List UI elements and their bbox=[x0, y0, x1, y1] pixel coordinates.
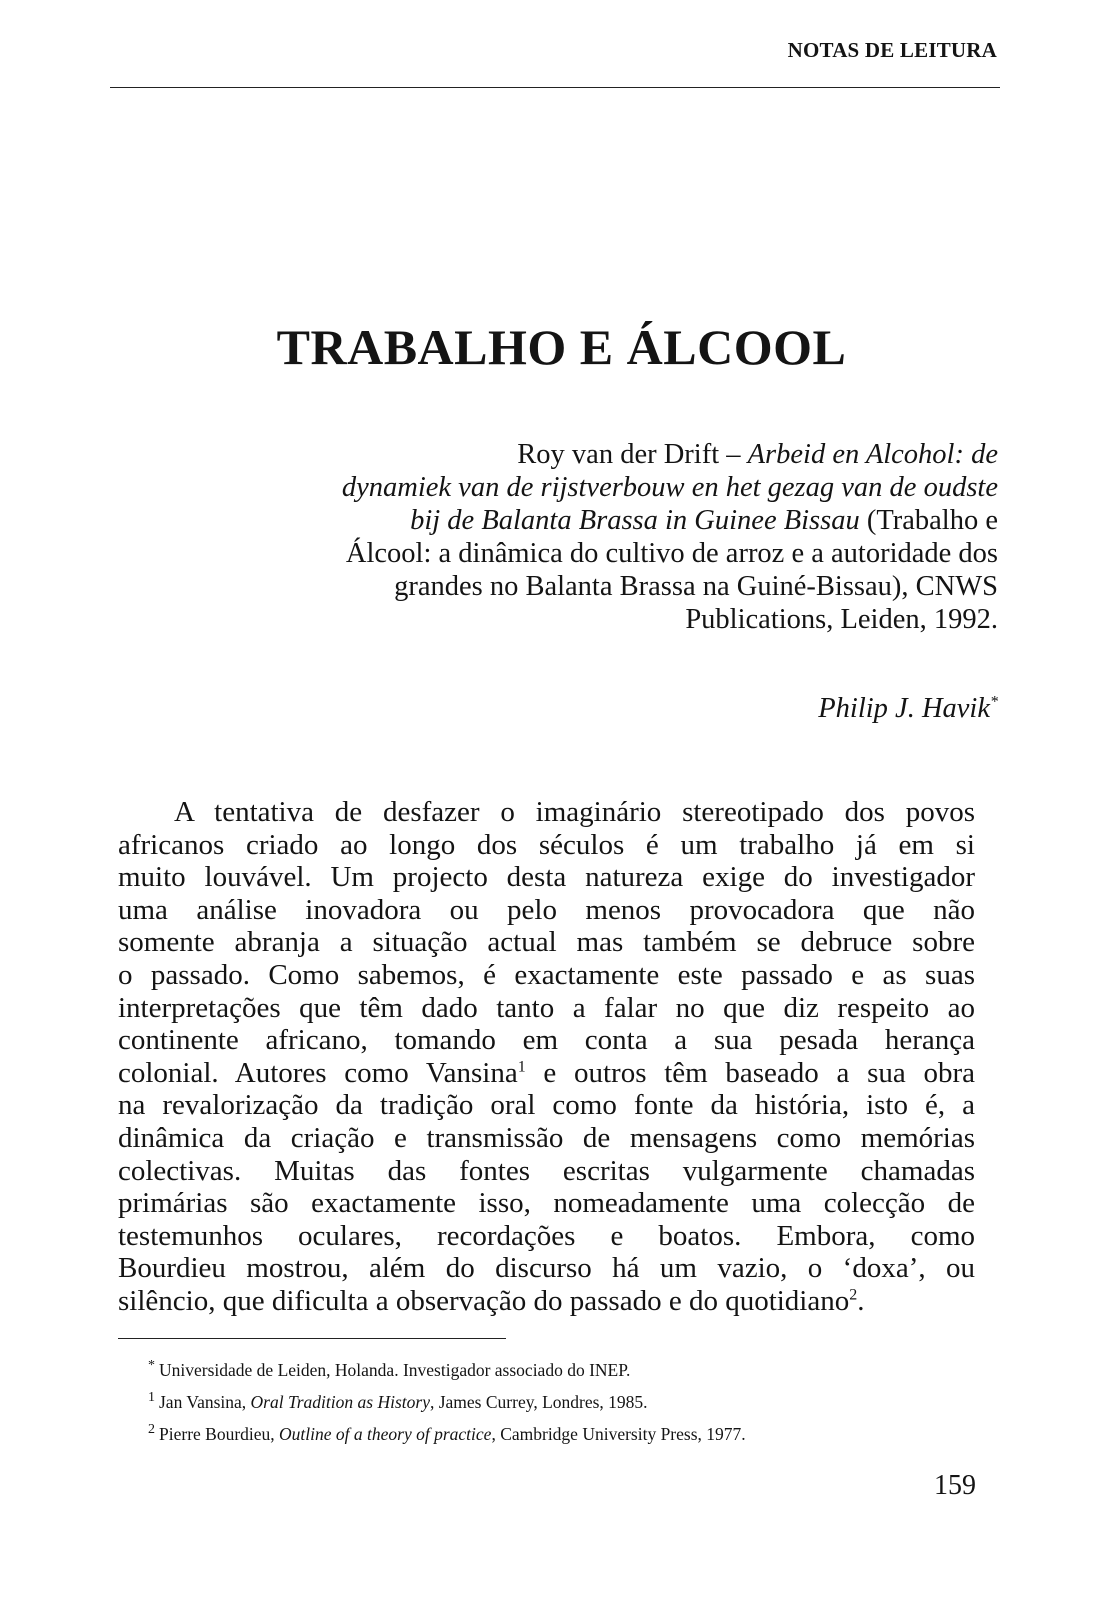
reviewer-name: Philip J. Havik* bbox=[818, 693, 998, 724]
body-line: continente africano, tomando em conta a sua pesada herança bbox=[118, 1024, 975, 1057]
footnote-mark: 2 bbox=[148, 1421, 155, 1437]
article-title: TRABALHO E ÁLCOOL bbox=[276, 319, 847, 375]
footnote-mark: * bbox=[148, 1358, 155, 1373]
body-line: Bourdieu mostrou, além do discurso há um vazio, o ‘doxa’, ou bbox=[118, 1252, 975, 1285]
citation-line-1: Roy van der Drift – Arbeid en Alcohol: de bbox=[517, 439, 998, 470]
body-line: colectivas. Muitas das fontes escritas vulgarmente chamadas bbox=[118, 1154, 975, 1187]
body-line: testemunhos oculares, recordações e boatos. Embora, como bbox=[118, 1219, 975, 1252]
footnote-affiliation: * Universidade de Leiden, Holanda. Investigador associado do INEP. bbox=[148, 1358, 631, 1380]
header-rule bbox=[110, 87, 1000, 88]
footnote-ref-1: 1 bbox=[517, 1058, 526, 1076]
body-line: somente abranja a situação actual mas também se debruce sobre bbox=[118, 926, 975, 959]
body-line: o passado. Como sabemos, é exactamente este passado e as suas bbox=[118, 958, 975, 991]
body-line: na revalorização da tradição oral como fonte da história, isto é, a bbox=[118, 1089, 975, 1122]
body-line: A tentativa de desfazer o imaginário stereotipado dos povos bbox=[174, 796, 975, 828]
citation-line-6: Publications, Leiden, 1992. bbox=[685, 604, 998, 635]
body-line: africanos criado ao longo dos séculos é um trabalho já em si bbox=[118, 828, 975, 861]
book-title-part-2: dynamiek van de rijstverbouw en het gezag van de oudste bbox=[341, 472, 998, 503]
footnote-1-title: Oral Tradition as History bbox=[250, 1391, 430, 1412]
body-line: interpretações que têm dado tanto a falar no que diz respeito ao bbox=[118, 991, 975, 1024]
footnote-1: $^1$ Jan Vansina, Oral Tradition as History, James Currey, Londres, 1985. bbox=[148, 1389, 648, 1412]
body-paragraph bbox=[118, 796, 975, 1318]
book-title-part-1: Arbeid en Alcohol: de bbox=[747, 439, 998, 470]
citation-line-2 bbox=[218, 471, 998, 504]
footnote-2-title: Outline of a theory of practice bbox=[279, 1423, 492, 1444]
body-line: silêncio, que dificulta a observação do passado e do quotidiano$^2$. bbox=[118, 1284, 865, 1317]
body-line: primárias são exactamente isso, nomeadamente uma colecção de bbox=[118, 1187, 975, 1220]
body-line: muito louvável. Um projecto desta natureza exige do investigador bbox=[118, 861, 975, 894]
footnote-ref-2: 2 bbox=[849, 1286, 858, 1304]
footnote-separator bbox=[118, 1338, 506, 1339]
footnote-2: $^2$ Pierre Bourdieu, Outline of a theory of practice, Cambridge University Press, 1977. bbox=[148, 1421, 746, 1444]
footnote-mark: 1 bbox=[148, 1389, 155, 1405]
body-line: dinâmica da criação e transmissão de mensagens como memórias bbox=[118, 1121, 975, 1154]
body-line: uma análise inovadora ou pelo menos provocadora que não bbox=[118, 893, 975, 926]
book-citation bbox=[218, 438, 998, 636]
running-header: NOTAS DE LEITURA bbox=[787, 38, 997, 62]
citation-line-4: Álcool: a dinâmica do cultivo de arroz e a autoridade dos bbox=[345, 538, 998, 569]
book-title-part-3: bij de Balanta Brassa in Guinee Bissau bbox=[410, 505, 860, 536]
footnotes bbox=[148, 1352, 978, 1447]
citation-line-5: grandes no Balanta Brassa na Guiné-Bissau), CNWS bbox=[394, 571, 998, 602]
reviewer-footnote-mark: * bbox=[990, 693, 998, 711]
page-number: 159 bbox=[934, 1470, 976, 1501]
citation-line-3: bij de Balanta Brassa in Guinee Bissau (Trabalho e bbox=[410, 505, 998, 536]
body-line: colonial. Autores como Vansina$^1$ e outros têm baseado a sua obra bbox=[118, 1056, 975, 1089]
